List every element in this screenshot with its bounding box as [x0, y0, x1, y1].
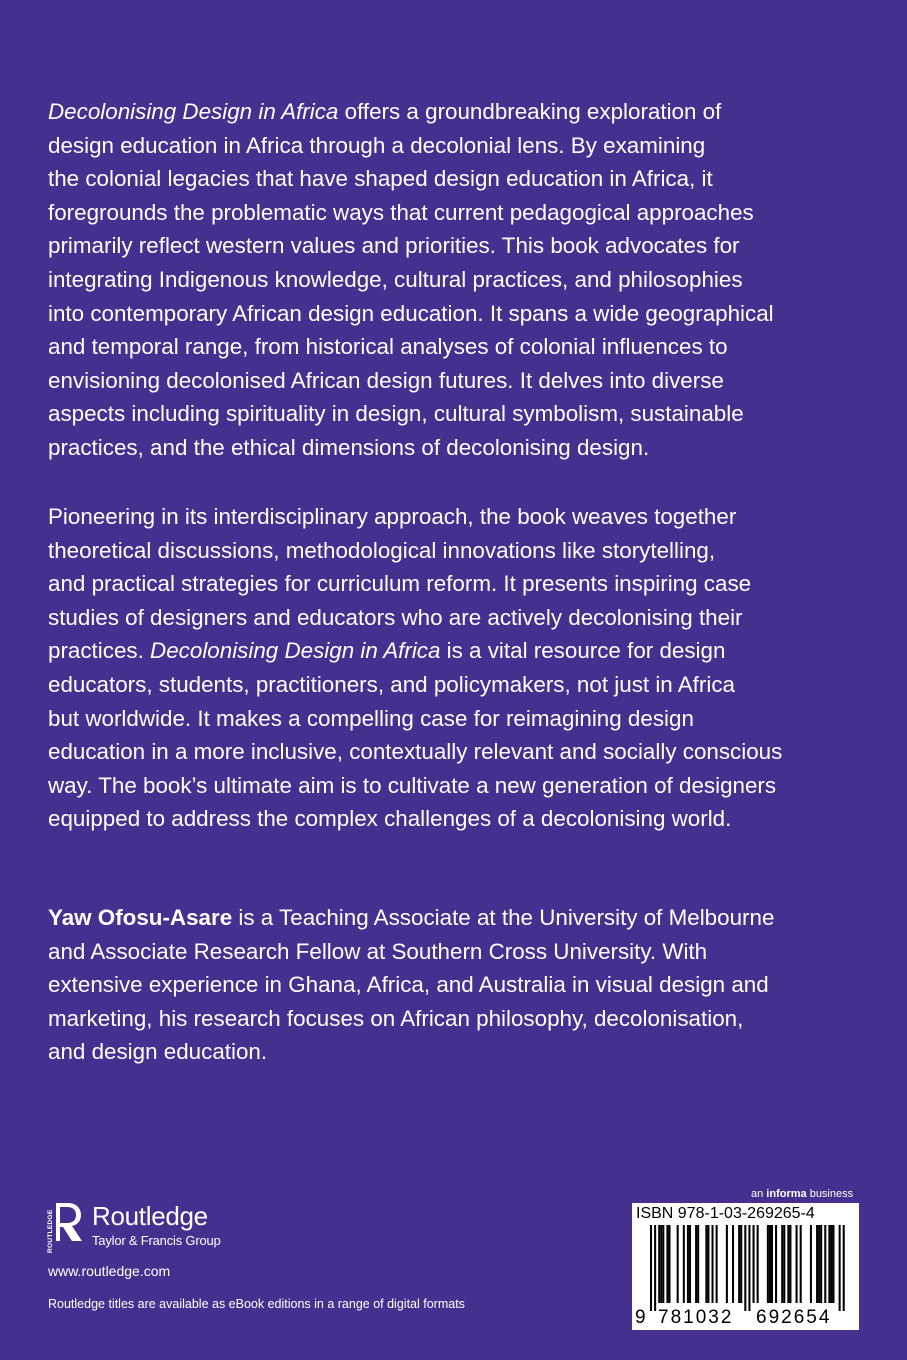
description-line: and temporal range, from historical analyses of colonial influences to — [48, 334, 728, 360]
description-line: theoretical discussions, methodological innovations like storytelling, — [48, 537, 716, 563]
description-line: Pioneering in its interdisciplinary approach, the book weaves together — [48, 504, 737, 529]
isbn-label: ISBN 978-1-03-269265-4 — [636, 1205, 815, 1222]
author-bio-line: Yaw Ofosu-Asare is a Teaching Associate at the University of Melbourne — [48, 905, 775, 930]
book-title-italic: Decolonising Design in Africa — [150, 638, 441, 664]
description-line: practices, and the ethical dimensions of decolonising design. — [48, 434, 650, 460]
barcode-bar — [687, 1225, 689, 1303]
author-bio-line: and design education. — [48, 1039, 268, 1065]
description-line: the colonial legacies that have shaped design education in Africa, it — [48, 166, 713, 192]
description-line: integrating Indigenous knowledge, cultural practices, and philosophies — [48, 266, 743, 292]
description-line: but worldwide. It makes a compelling case for reimagining design — [48, 705, 694, 731]
barcode-guard-bar — [654, 1225, 656, 1311]
barcode-bar — [668, 1225, 670, 1303]
barcode-bar — [658, 1225, 660, 1303]
description-line: foregrounds the problematic ways that current pedagogical approaches — [48, 199, 754, 225]
barcode-guard-bar — [843, 1225, 845, 1311]
barcode-bar — [666, 1225, 668, 1303]
barcode-bar — [781, 1225, 783, 1303]
barcode-bar — [695, 1225, 697, 1303]
barcode-bar — [800, 1225, 802, 1303]
barcode-bar — [769, 1225, 771, 1303]
barcode-bar — [828, 1225, 830, 1303]
barcode-bar — [767, 1225, 769, 1303]
barcode-guard-bar — [650, 1225, 652, 1311]
barcode-bar — [689, 1225, 691, 1303]
barcode-bar — [683, 1225, 685, 1303]
barcode-bars — [632, 1225, 859, 1311]
logo-vertical-text: ROUTLEDGE — [47, 1209, 54, 1253]
description-paragraph-2 — [48, 500, 868, 836]
barcode-guard-bar — [839, 1225, 841, 1311]
description-line: Decolonising Design in Africa offers a groundbreaking exploration of — [48, 99, 722, 124]
description-paragraph-1 — [48, 95, 868, 465]
barcode-bar — [832, 1225, 834, 1303]
book-title-italic: Decolonising Design in Africa — [48, 99, 339, 124]
barcode-bar — [660, 1225, 662, 1303]
ebook-note: Routledge titles are available as eBook editions in a range of digital formats — [48, 1297, 465, 1311]
description-line: educators, students, practitioners, and policymakers, not just in Africa — [48, 671, 735, 697]
publisher-name: Routledge — [92, 1201, 208, 1231]
barcode-bar — [787, 1225, 789, 1303]
barcode-bar — [707, 1225, 709, 1303]
barcode-bar — [705, 1225, 707, 1303]
barcode-lead-digit: 9 — [635, 1307, 646, 1328]
barcode-bar — [810, 1225, 812, 1303]
barcode-box — [632, 1203, 859, 1330]
barcode-guard-bar — [744, 1225, 746, 1311]
author-bio-line: and Associate Research Fellow at Southern Cross University. With — [48, 938, 708, 964]
publisher-group: Taylor & Francis Group — [92, 1233, 221, 1248]
barcode-digit-group-2: 692654 — [756, 1307, 832, 1328]
description-line: envisioning decolonised African design futures. It delves into diverse — [48, 367, 724, 393]
barcode-bar — [816, 1225, 818, 1303]
description-line: and practical strategies for curriculum reform. It presents inspiring case — [48, 571, 752, 597]
author-bio-line: extensive experience in Ghana, Africa, and Australia in visual design and — [48, 972, 769, 998]
barcode-bar — [830, 1225, 832, 1303]
barcode-bar — [789, 1225, 791, 1303]
barcode-bar — [771, 1225, 773, 1303]
routledge-logo-icon — [44, 1201, 84, 1255]
barcode-bar — [726, 1225, 728, 1303]
barcode-bar — [732, 1225, 734, 1303]
description-line: into contemporary African design education. It spans a wide geographical — [48, 300, 774, 326]
barcode-digit-group-1: 781032 — [658, 1307, 734, 1328]
description-line: practices. Decolonising Design in Africa is a vital resource for design — [48, 638, 726, 664]
author-bio — [48, 901, 868, 1069]
informa-business-label: an informa business — [751, 1188, 854, 1200]
barcode-bar — [662, 1225, 664, 1303]
description-line: studies of designers and educators who are actively decolonising their — [48, 604, 743, 630]
publisher-website[interactable]: www.routledge.com — [48, 1263, 171, 1279]
description-line: design education in Africa through a decolonial lens. By examining — [48, 132, 706, 158]
description-line: way. The book’s ultimate aim is to cultivate a new generation of designers — [48, 772, 777, 798]
barcode-bar — [740, 1225, 742, 1303]
barcode-bar — [712, 1225, 714, 1303]
publisher-block — [44, 1201, 304, 1257]
description-line: primarily reflect western values and priorities. This book advocates for — [48, 233, 740, 259]
description-line: equipped to address the complex challenges of a decolonising world. — [48, 806, 732, 832]
barcode-bar — [757, 1225, 759, 1303]
barcode-bar — [796, 1225, 798, 1303]
barcode-guard-bar — [748, 1225, 750, 1311]
description-line: education in a more inclusive, contextually relevant and socially conscious — [48, 739, 783, 765]
barcode-bar — [783, 1225, 785, 1303]
barcode-bar — [677, 1225, 679, 1303]
barcode-bar — [753, 1225, 755, 1303]
barcode-bar — [818, 1225, 820, 1303]
barcode-bar — [738, 1225, 740, 1303]
barcode-bar — [775, 1225, 777, 1303]
barcode-bar — [820, 1225, 822, 1303]
description-line: aspects including spirituality in design, cultural symbolism, sustainable — [48, 401, 744, 427]
author-name: Yaw Ofosu-Asare — [48, 905, 233, 930]
author-bio-line: marketing, his research focuses on African philosophy, decolonisation, — [48, 1005, 744, 1031]
barcode-bar — [716, 1225, 718, 1303]
barcode-bar — [824, 1225, 826, 1303]
barcode-bar — [697, 1225, 699, 1303]
